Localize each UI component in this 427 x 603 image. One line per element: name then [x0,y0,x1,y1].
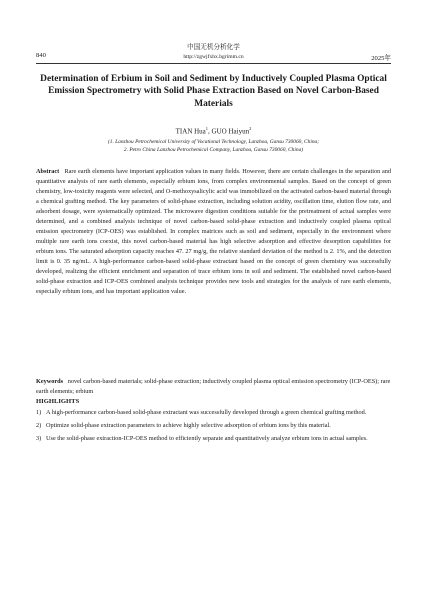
highlights-list [36,408,391,447]
highlight-text: Use the solid-phase extraction-ICP-OES method to efficiently separate and quantitatively analyze erbium ions in actual samples. [46,435,368,442]
page-number: 840 [36,52,46,59]
keywords [36,377,391,397]
paper-title: Determination of Erbium in Soil and Sediment by Inductively Coupled Plasma Optical Emission Spectrometry with Solid Phase Extraction Based on Novel Carbon-Based Materials [40,74,387,109]
highlight-text: A high-performance carbon-based solid-phase extractant was successfully developed through a green chemical grafting method. [46,409,367,416]
affiliation-line: (1. Lanzhou Petrochemical University of Vocational Technology, Lanzhou, Gansu 730060, China; [107,139,320,145]
journal-name: 中国无机分析化学 [187,44,240,51]
author-separator: , [208,127,212,136]
author-name: TIAN Hua [175,127,206,136]
affiliation-line: 2. Petro China Lanzhou Petrochemical Company, Lanzhou, Gansu 730060, China) [123,147,304,153]
abstract-text: Rare earth elements have important application values in many fields. However, there are certain challenges in the separation and quantitative analysis of rare earth elements, especially erbium ions, from complex environmental samples. Based on the concept of green chemistry, low-toxicity reagents were selected, and O-methoxysalicylic acid was immobilized on the activated carbon-based material through a chemical grafting method. The key parameters of solid-phase extraction, including solution acidity, oscillation time, elution flow rate, and adsorbent dosage, were systematically optimized. The microwave digestion conditions suitable for the pretreatment of actual samples were determined, and a combined analysis technique of novel carbon-based solid-phase extraction and inductively coupled plasma optical emission spectrometry (ICP-OES) was established. In complex matrices such as soil and sediment, especially in the environment where multiple rare earth ions coexist, this novel carbon-based material has high selective adsorption and effective desorption capabilities for erbium ions. The saturated adsorption capacity reaches 47. 27 mg/g, the relative standard deviation of the method is 2. 1%, and the detection limit is 0. 35 ng/mL. A high-performance carbon-based solid-phase extractant based on the concept of green chemistry was successfully developed, realizing the efficient enrichment and separation of trace erbium ions in soil and sediment. The established novel carbon-based solid-phase extraction and ICP-OES combined analysis technique provides new tools and strategies for the analysis of rare earth elements, especially erbium ions, and has important application value. [36,168,392,295]
author-list [0,126,427,135]
highlight-number: 2) [36,422,42,429]
author-affiliation-marker: 1 [205,126,209,131]
keywords-label: Keywords [36,378,64,385]
highlight-text: Optimize solid-phase extraction parameters to achieve highly selective adsorption of erbium ions by this material. [46,422,331,429]
author-name: GUO Haiyun [211,127,250,136]
keywords-text: novel carbon-based materials; solid-phase extraction; inductively coupled plasma optical emission spectrometry (ICP-OES); rare earth elements; erbium [36,378,391,395]
highlight-item [36,434,391,444]
highlights-heading: HIGHLIGHTS [36,398,80,405]
author-affiliation-marker: 2 [249,126,252,131]
affiliations [36,138,391,154]
abstract [36,167,391,297]
highlight-number: 1) [36,409,42,416]
highlight-item [36,408,391,418]
highlight-number: 3) [36,435,42,442]
publication-year: 2025年 [371,55,391,62]
abstract-label: Abstract [36,168,60,175]
header-divider [36,63,391,64]
journal-url[interactable]: http://zgwjfxhx.bgrimm.cn [183,54,244,60]
highlight-item [36,421,391,431]
